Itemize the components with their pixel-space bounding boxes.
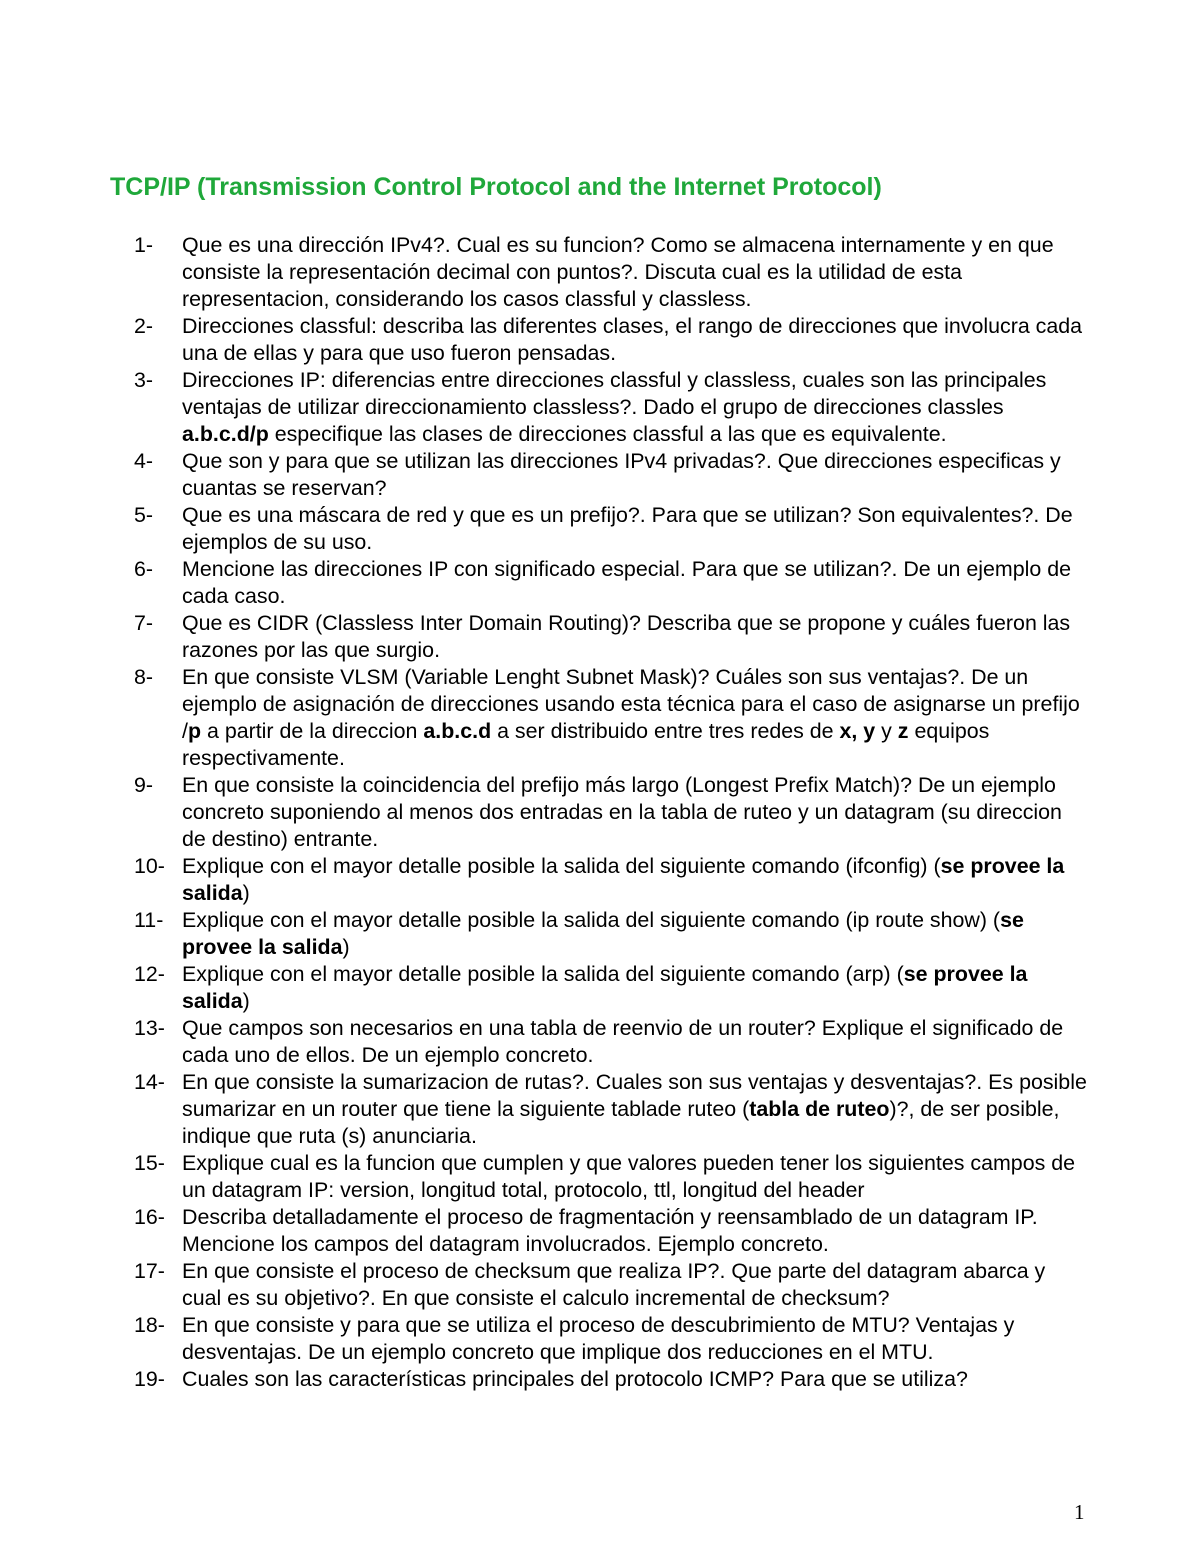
- question-number: 4-: [134, 449, 154, 473]
- question-item: [134, 610, 1090, 664]
- question-text-bold: se provee la salida: [182, 854, 1065, 905]
- question-text: [182, 367, 1090, 448]
- question-text-run: a partir de la direccion: [201, 719, 424, 743]
- question-text-run: Direcciones IP: diferencias entre direcciones classful y classless, cuales son las principales ventajas de utilizar direccionamiento classless?. Dado el grupo de direcciones classles: [182, 368, 1047, 419]
- question-item: [134, 961, 1090, 1015]
- question-number: 18-: [134, 1313, 165, 1337]
- question-text: [182, 1069, 1090, 1150]
- question-number: 16-: [134, 1205, 165, 1229]
- question-text-run: ): [242, 989, 250, 1013]
- question-text-run: En que consiste y para que se utiliza el proceso de descubrimiento de MTU? Ventajas y desventajas. De un ejemplo concreto que implique dos reducciones en el MTU.: [182, 1313, 1015, 1364]
- question-text: [182, 502, 1090, 556]
- question-number: 1-: [134, 233, 154, 257]
- question-text: [182, 448, 1090, 502]
- question-text: [182, 313, 1090, 367]
- question-number: 3-: [134, 368, 154, 392]
- question-text-run: Explique cual es la funcion que cumplen y que valores pueden tener los siguientes campos de un datagram IP: version, longitud total, protocolo, ttl, longitud del header: [182, 1151, 1076, 1202]
- question-item: [134, 853, 1090, 907]
- question-item: [134, 1150, 1090, 1204]
- question-text-run: ): [342, 935, 350, 959]
- question-text-run: En que consiste la sumarizacion de rutas?. Cuales son sus ventajas y desventajas?. Es posible sumarizar en un router que tiene la siguiente tablade ruteo (: [182, 1070, 1087, 1121]
- document-title: TCP/IP (Transmission Control Protocol and the Internet Protocol): [110, 173, 882, 201]
- question-text: [182, 1258, 1090, 1312]
- question-text: [182, 907, 1090, 961]
- question-text-bold: a.b.c.d: [423, 719, 492, 743]
- question-text-run: Direcciones classful: describa las diferentes clases, el rango de direcciones que involucra cada una de ellas y para que uso fueron pensadas.: [182, 314, 1083, 365]
- question-text-run: )?, de ser posible, indique que ruta (s) anunciaria.: [182, 1097, 1060, 1148]
- question-text-bold: tabla de ruteo: [749, 1097, 890, 1121]
- question-text: [182, 853, 1090, 907]
- question-number: 14-: [134, 1070, 165, 1094]
- question-text-run: Explique con el mayor detalle posible la salida del siguiente comando (ip route show) (: [182, 908, 1001, 932]
- question-text: [182, 1204, 1090, 1258]
- question-number: 7-: [134, 611, 154, 635]
- question-item: [134, 367, 1090, 448]
- question-text-run: Que es una máscara de red y que es un prefijo?. Para que se utilizan? Son equivalentes?. De ejemplos de su uso.: [182, 503, 1073, 554]
- question-number: 9-: [134, 773, 154, 797]
- question-text-run: Explique con el mayor detalle posible la salida del siguiente comando (ifconfig) (: [182, 854, 941, 878]
- question-text-bold: a.b.c.d/p: [182, 422, 269, 446]
- question-item: [134, 664, 1090, 772]
- question-text-run: Que son y para que se utilizan las direcciones IPv4 privadas?. Que direcciones especificas y cuantas se reservan?: [182, 449, 1061, 500]
- question-text: [182, 1366, 1090, 1393]
- question-text-run: Cuales son las características principales del protocolo ICMP? Para que se utiliza?: [182, 1367, 968, 1391]
- question-text-run: ): [242, 881, 250, 905]
- question-text: [182, 961, 1090, 1015]
- question-item: [134, 448, 1090, 502]
- question-text-run: Que es una dirección IPv4?. Cual es su funcion? Como se almacena internamente y en que consiste la representación decimal con puntos?. Discuta cual es la utilidad de esta representacion, considerando los casos classful y classless.: [182, 233, 1054, 311]
- question-text-run: especifique las clases de direcciones classful a las que es equivalente.: [268, 422, 947, 446]
- question-text: [182, 232, 1090, 313]
- question-text-bold: z: [897, 719, 909, 743]
- question-number: 5-: [134, 503, 154, 527]
- question-number: 15-: [134, 1151, 165, 1175]
- question-item: [134, 502, 1090, 556]
- question-text: [182, 772, 1090, 853]
- question-item: [134, 556, 1090, 610]
- question-item: [134, 772, 1090, 853]
- question-list: [134, 232, 1090, 1393]
- question-number: 8-: [134, 665, 154, 689]
- question-text-run: Que campos son necesarios en una tabla de reenvio de un router? Explique el significado de cada uno de ellos. De un ejemplo concreto.: [182, 1016, 1064, 1067]
- question-number: 10-: [134, 854, 165, 878]
- question-item: [134, 1312, 1090, 1366]
- question-item: [134, 1258, 1090, 1312]
- question-text-run: En que consiste la coincidencia del prefijo más largo (Longest Prefix Match)? De un ejemplo concreto suponiendo al menos dos entradas en la tabla de ruteo y un datagram (su direccion de destino) entrante.: [182, 773, 1062, 851]
- question-item: [134, 232, 1090, 313]
- question-text-run: y: [875, 719, 898, 743]
- question-text-run: equipos respectivamente.: [182, 719, 990, 770]
- question-number: 17-: [134, 1259, 165, 1283]
- page-number: 1: [1074, 1500, 1085, 1524]
- question-item: [134, 313, 1090, 367]
- question-text-run: Explique con el mayor detalle posible la salida del siguiente comando (arp) (: [182, 962, 904, 986]
- question-number: 11-: [134, 908, 164, 932]
- question-text-run: Que es CIDR (Classless Inter Domain Routing)? Describa que se propone y cuáles fueron las razones por las que surgio.: [182, 611, 1071, 662]
- question-number: 12-: [134, 962, 165, 986]
- question-number: 6-: [134, 557, 154, 581]
- question-text-bold: p: [187, 719, 202, 743]
- question-item: [134, 1204, 1090, 1258]
- question-text: [182, 1015, 1090, 1069]
- question-item: [134, 1069, 1090, 1150]
- question-number: 13-: [134, 1016, 165, 1040]
- question-item: [134, 1015, 1090, 1069]
- question-text-run: En que consiste VLSM (Variable Lenght Subnet Mask)? Cuáles son sus ventajas?. De un ejemplo de asignación de direcciones usando esta técnica para el caso de asignarse un prefijo /: [182, 665, 1080, 743]
- question-text: [182, 664, 1090, 772]
- question-text: [182, 1312, 1090, 1366]
- question-text-bold: se provee la salida: [182, 962, 1028, 1013]
- question-text-run: Describa detalladamente el proceso de fragmentación y reensamblado de un datagram IP. Mencione los campos del datagram involucrados. Ejemplo concreto.: [182, 1205, 1038, 1256]
- question-number: 2-: [134, 314, 154, 338]
- question-text-run: En que consiste el proceso de checksum que realiza IP?. Que parte del datagram abarca y cual es su objetivo?. En que consiste el calculo incremental de checksum?: [182, 1259, 1046, 1310]
- question-text: [182, 1150, 1090, 1204]
- question-text: [182, 610, 1090, 664]
- question-text-bold: x, y: [839, 719, 876, 743]
- question-item: [134, 907, 1090, 961]
- question-item: [134, 1366, 1090, 1393]
- question-text: [182, 556, 1090, 610]
- question-text-bold: se provee la salida: [182, 908, 1024, 959]
- question-number: 19-: [134, 1367, 165, 1391]
- question-text-run: Mencione las direcciones IP con significado especial. Para que se utilizan?. De un ejemplo de cada caso.: [182, 557, 1072, 608]
- question-text-run: a ser distribuido entre tres redes de: [491, 719, 840, 743]
